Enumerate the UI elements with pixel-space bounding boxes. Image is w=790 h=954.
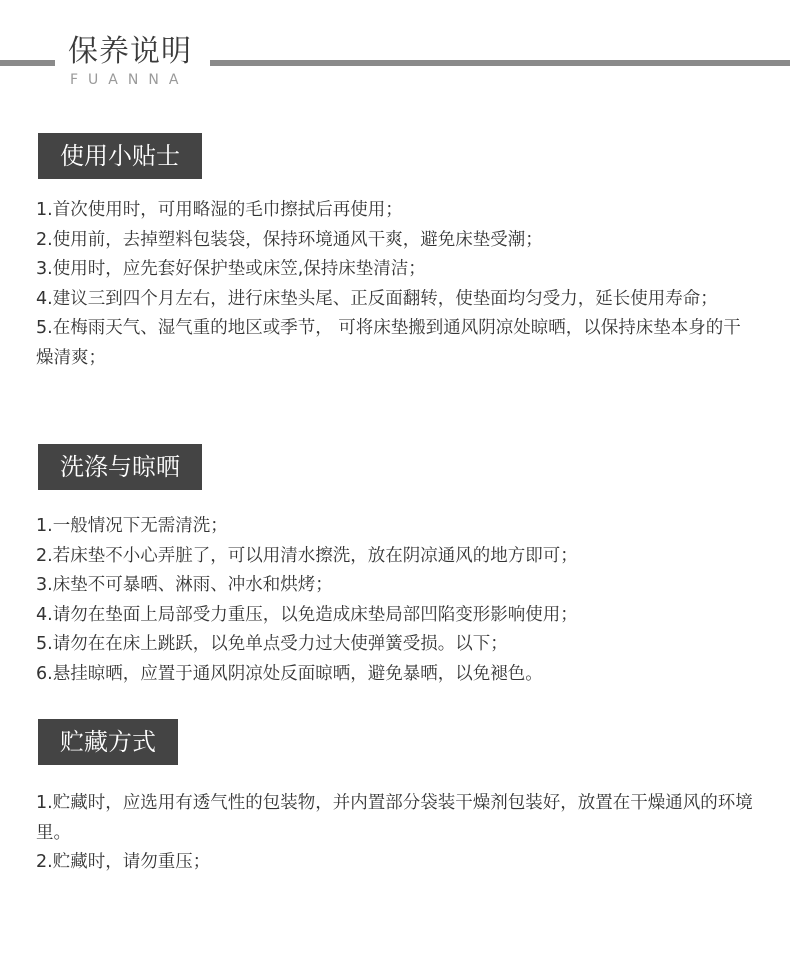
- page-title: 保养说明: [68, 34, 192, 69]
- list-item: 2.贮藏时，请勿重压；: [36, 852, 211, 872]
- header-rule-right: [210, 60, 790, 66]
- list-item: 1.一般情况下无需清洗；: [36, 516, 228, 536]
- list-item: 1.首次使用时，可用略湿的毛巾擦拭后再使用；: [36, 200, 403, 220]
- list-item: 3.床垫不可暴晒、淋雨、冲水和烘烤；: [36, 575, 333, 595]
- list-item: 4.请勿在垫面上局部受力重压，以免造成床垫局部凹陷变形影响使用；: [36, 604, 578, 625]
- list-item: 2.若床垫不小心弄脏了，可以用清水擦洗，放在阴凉通风的地方即可；: [36, 545, 578, 566]
- usage-tips-list: [36, 196, 756, 373]
- list-item: 2.使用前，去掉塑料包装袋，保持环境通风干爽，避免床垫受潮；: [36, 229, 543, 250]
- brand-subtitle: FUANNA: [70, 72, 189, 88]
- header-rule-left: [0, 60, 55, 66]
- page-header: [0, 30, 790, 100]
- list-item: 5.在梅雨天气、湿气重的地区或季节， 可将床垫搬到通风阴凉处晾晒，以保持床垫本身的干燥清爽；: [36, 318, 741, 368]
- list-item: 5.请勿在在床上跳跃，以免单点受力过大使弹簧受损。以下；: [36, 634, 508, 654]
- list-item: 6.悬挂晾晒，应置于通风阴凉处反面晾晒，避免暴晒，以免褪色。: [36, 663, 543, 684]
- list-item: 3.使用时，应先套好保护垫或床笠,保持床垫清洁；: [36, 259, 426, 279]
- list-item: 1.贮藏时，应选用有透气性的包装物，并内置部分袋装干燥剂包装好，放置在干燥通风的环境里。: [36, 793, 753, 843]
- storage-list: [36, 789, 756, 878]
- list-item: 4.建议三到四个月左右，进行床垫头尾、正反面翻转，使垫面均匀受力，延长使用寿命；: [36, 288, 718, 309]
- section-heading-storage: 贮藏方式: [38, 719, 178, 765]
- section-heading-washing-drying: 洗涤与晾晒: [38, 444, 202, 490]
- section-heading-usage-tips: 使用小贴士: [38, 133, 202, 179]
- washing-drying-list: [36, 512, 756, 689]
